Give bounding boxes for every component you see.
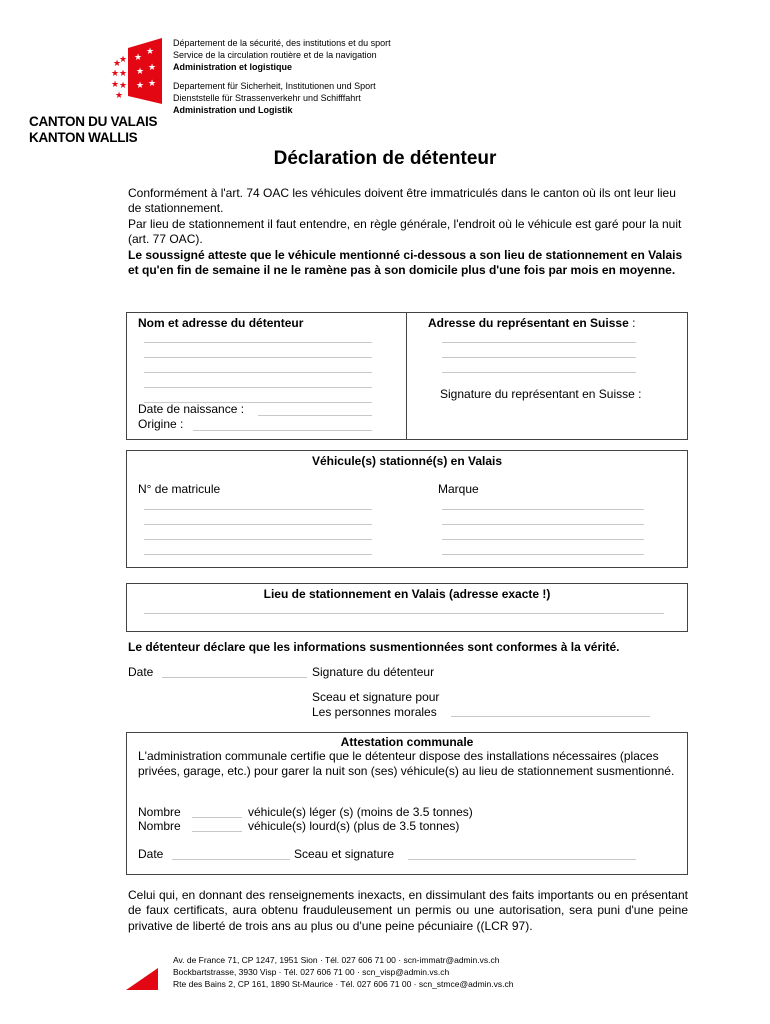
intro-paragraph-3: Le soussigné atteste que le véhicule mentionné ci-dessous a son lieu de stationnement en Valais et qu'en fin de semaine il ne le ramène pas à son domicile plus d'une fois par mois en moyenne. bbox=[128, 247, 683, 278]
svg-text:★: ★ bbox=[111, 80, 120, 90]
legal-entity-seal-label-2: Les personnes morales bbox=[312, 705, 437, 719]
svg-text:★: ★ bbox=[115, 91, 124, 101]
heavy-vehicles-label: véhicule(s) lourd(s) (plus de 3.5 tonnes) bbox=[248, 819, 460, 833]
light-vehicles-nombre-label: Nombre bbox=[138, 805, 181, 819]
holder-address-line-1[interactable] bbox=[144, 342, 372, 343]
legal-entity-seal-label-1: Sceau et signature pour bbox=[312, 690, 440, 704]
origin-field[interactable] bbox=[193, 430, 372, 431]
brand-line-3[interactable] bbox=[442, 539, 644, 540]
intro-paragraph-1: Conformément à l'art. 74 OAC les véhicules doivent être immatriculés dans le canton où ils ont leur lieu de stationnement. bbox=[128, 186, 676, 216]
stars-left bbox=[111, 55, 127, 101]
representative-line-1[interactable] bbox=[442, 342, 636, 343]
legal-entity-seal-field[interactable] bbox=[451, 716, 650, 717]
light-vehicles-count-field[interactable] bbox=[192, 817, 242, 818]
attestation-heading: Attestation communale bbox=[340, 735, 474, 749]
svg-text:★: ★ bbox=[146, 47, 155, 57]
dept-de-line-1: Departement für Sicherheit, Institutionen und Sport bbox=[173, 81, 376, 91]
attestation-seal-label: Sceau et signature bbox=[294, 847, 395, 861]
plate-line-3[interactable] bbox=[144, 539, 372, 540]
holder-address-line-4[interactable] bbox=[144, 387, 372, 388]
birth-date-label: Date de naissance : bbox=[138, 402, 245, 416]
department-de bbox=[173, 80, 376, 116]
heavy-vehicles-count-field[interactable] bbox=[192, 831, 242, 832]
brand-line-4[interactable] bbox=[442, 554, 644, 555]
dept-fr-line-1: Département de la sécurité, des institutions et du sport bbox=[173, 38, 391, 48]
declaration-date-field[interactable] bbox=[162, 677, 307, 678]
canton-name bbox=[29, 114, 157, 146]
plate-line-4[interactable] bbox=[144, 554, 372, 555]
footer-address-st-maurice: Rte des Bains 2, CP 161, 1890 St-Maurice · Tél. 027 606 71 00 · scn_stmce@admin.vs.ch bbox=[173, 979, 514, 989]
holder-name-heading: Nom et adresse du détenteur bbox=[138, 316, 304, 330]
svg-text:★: ★ bbox=[134, 53, 143, 63]
dept-fr-line-3: Administration et logistique bbox=[173, 62, 293, 72]
svg-text:★: ★ bbox=[136, 67, 145, 77]
svg-text:★: ★ bbox=[111, 69, 120, 79]
declaration-text: Le détenteur déclare que les informations susmentionnées sont conformes à la vérité. bbox=[128, 640, 620, 654]
brand-line-1[interactable] bbox=[442, 509, 644, 510]
intro-text bbox=[128, 186, 688, 278]
canton-valais-logo bbox=[108, 38, 162, 104]
holder-box-divider bbox=[406, 313, 407, 439]
attestation-box bbox=[126, 732, 688, 875]
page-title: Déclaration de détenteur bbox=[273, 148, 497, 169]
dept-de-line-2: Dienststelle für Strassenverkehr und Schifffahrt bbox=[173, 93, 361, 103]
attestation-date-field[interactable] bbox=[172, 859, 290, 860]
attestation-text: L'administration communale certifie que le détenteur dispose des installations nécessaires (places privées, garage, etc.) pour garer la nuit son (ses) véhicule(s) au lieu de stationnement susmentionné. bbox=[138, 749, 675, 778]
origin-label: Origine : bbox=[138, 417, 184, 431]
representative-heading-label: Adresse du représentant en Suisse bbox=[428, 316, 629, 330]
plate-line-2[interactable] bbox=[144, 524, 372, 525]
svg-text:★: ★ bbox=[136, 81, 145, 91]
attestation-date-label: Date bbox=[138, 847, 164, 861]
department-fr bbox=[173, 37, 391, 73]
representative-signature-label: Signature du représentant en Suisse : bbox=[440, 387, 642, 401]
svg-text:★: ★ bbox=[148, 63, 157, 73]
footer-address-sion: Av. de France 71, CP 1247, 1951 Sion · Tél. 027 606 71 00 · scn-immatr@admin.vs.ch bbox=[173, 955, 500, 965]
heavy-vehicles-nombre-label: Nombre bbox=[138, 819, 181, 833]
attestation-seal-field[interactable] bbox=[408, 859, 636, 860]
holder-address-line-2[interactable] bbox=[144, 357, 372, 358]
intro-paragraph-2: Par lieu de stationnement il faut entendre, en règle générale, l'endroit où le véhicule est garé pour la nuit (art. 77 OAC). bbox=[128, 216, 682, 247]
canton-name-fr: CANTON DU VALAIS bbox=[29, 114, 158, 129]
vehicles-box bbox=[126, 450, 688, 568]
canton-name-de: KANTON WALLIS bbox=[29, 130, 138, 145]
declaration-date-label: Date bbox=[128, 665, 154, 679]
birth-date-field[interactable] bbox=[258, 415, 372, 416]
svg-text:★: ★ bbox=[119, 69, 128, 79]
svg-text:★: ★ bbox=[113, 59, 122, 69]
red-triangle-mark bbox=[126, 968, 158, 990]
plate-number-label: N° de matricule bbox=[138, 482, 221, 496]
dept-fr-line-2: Service de la circulation routière et de la navigation bbox=[173, 50, 377, 60]
parking-heading: Lieu de stationnement en Valais (adresse exacte !) bbox=[263, 587, 551, 601]
representative-heading bbox=[428, 316, 635, 331]
svg-text:★: ★ bbox=[148, 79, 157, 89]
dept-de-line-3: Administration und Logistik bbox=[173, 105, 293, 115]
holder-address-line-3[interactable] bbox=[144, 372, 372, 373]
holder-box bbox=[126, 312, 688, 440]
representative-line-2[interactable] bbox=[442, 357, 636, 358]
svg-text:★: ★ bbox=[119, 81, 128, 91]
svg-text:★: ★ bbox=[119, 55, 128, 65]
plate-line-1[interactable] bbox=[144, 509, 372, 510]
representative-heading-suffix: : bbox=[628, 316, 636, 330]
vehicles-heading: Véhicule(s) stationné(s) en Valais bbox=[311, 454, 503, 468]
representative-line-3[interactable] bbox=[442, 372, 636, 373]
parking-address-line[interactable] bbox=[144, 613, 664, 614]
brand-line-2[interactable] bbox=[442, 524, 644, 525]
holder-signature-label: Signature du détenteur bbox=[312, 665, 435, 679]
brand-label: Marque bbox=[438, 482, 479, 496]
parking-box bbox=[126, 583, 688, 632]
light-vehicles-label: véhicule(s) léger (s) (moins de 3.5 tonnes) bbox=[248, 805, 473, 819]
legal-warning: Celui qui, en donnant des renseignements inexacts, en dissimulant des faits importants ou en présentant de faux certificats, aura obtenu frauduleusement un permis ou une autorisation, sera puni d'une peine privative de liberté de trois ans au plus ou d'une peine pécuniaire ((LCR 97). bbox=[128, 888, 688, 933]
footer-address-visp: Bockbartstrasse, 3930 Visp · Tél. 027 606 71 00 · scn_visp@admin.vs.ch bbox=[173, 967, 450, 977]
